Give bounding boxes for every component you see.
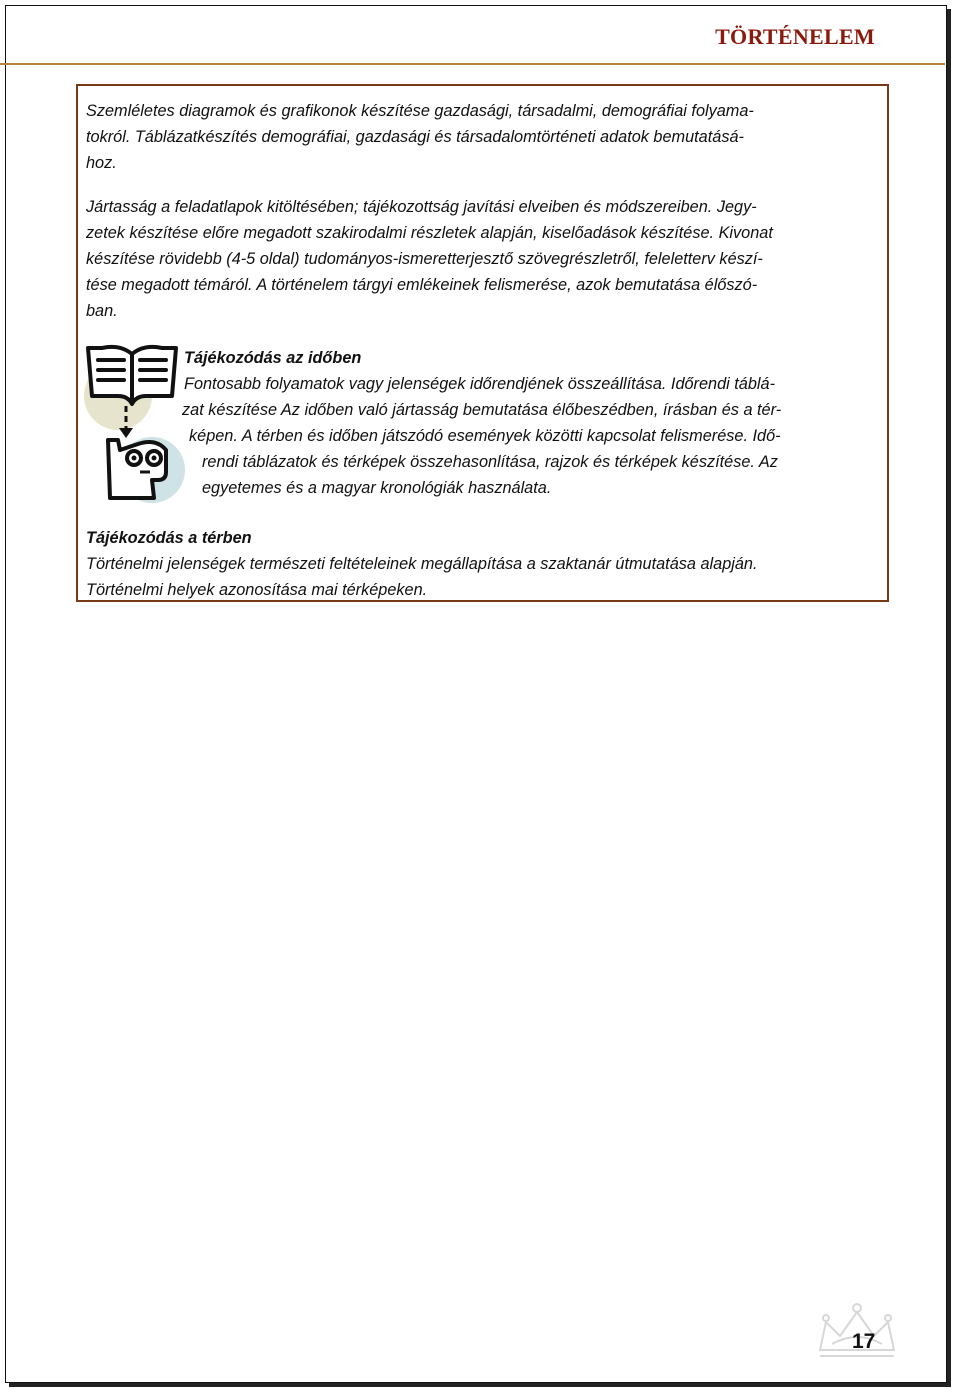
text-line: készítése rövidebb (4-5 oldal) tudományos-ismeretterjesztő szövegrészletről, feleletterv készí- [86,250,763,268]
text-line: Történelmi jelenségek természeti feltételeinek megállapítása a szaktanár útmutatása alapján. [86,555,758,573]
section-space-orientation [86,525,758,603]
paragraph-skills [86,194,773,324]
text-line: zetek készítése előre megadott szakirodalmi részletek alapján, kiselőadások készítése. Kivonat [86,224,773,242]
text-line: Szemléletes diagramok és grafikonok készítése gazdasági, társadalmi, demográfiai folyama- [86,102,754,120]
text-line: Jártasság a feladatlapok kitöltésében; tájékozottság javítási elveiben és módszereiben. Jegy- [86,198,757,216]
text-line: Történelmi helyek azonosítása mai térképeken. [86,581,428,599]
text-line: rendi táblázatok és térképek összehasonlítása, rajzok és térképek készítése. Az [202,453,778,471]
section-time-orientation [184,345,781,501]
section-heading-time: Tájékozódás az időben [184,349,362,367]
header-rule [0,63,945,65]
text-line: hoz. [86,154,117,172]
text-line: zat készítése Az időben való jártasság bemutatása élőbeszédben, írásban és a tér- [182,401,782,419]
book-to-learner-icon [82,340,192,505]
page-header-title: TÖRTÉNELEM [715,24,875,49]
content-box [76,84,889,602]
paragraph-diagrams [86,98,754,176]
text-line: egyetemes és a magyar kronológiák használata. [202,479,552,497]
text-line: ban. [86,302,118,320]
text-line: képen. A térben és időben játszódó események közötti kapcsolat felismerése. Idő- [189,427,781,445]
section-heading-space: Tájékozódás a térben [86,529,252,547]
text-line: tése megadott témáról. A történelem tárgyi emlékeinek felismerése, azok bemutatása élőszó- [86,276,758,294]
text-line: tokról. Táblázatkészítés demográfiai, gazdasági és társadalomtörténeti adatok bemutatásá- [86,128,744,146]
text-line: Fontosabb folyamatok vagy jelenségek időrendjének összeállítása. Időrendi táblá- [184,375,776,393]
page-number: 17 [852,1330,876,1353]
